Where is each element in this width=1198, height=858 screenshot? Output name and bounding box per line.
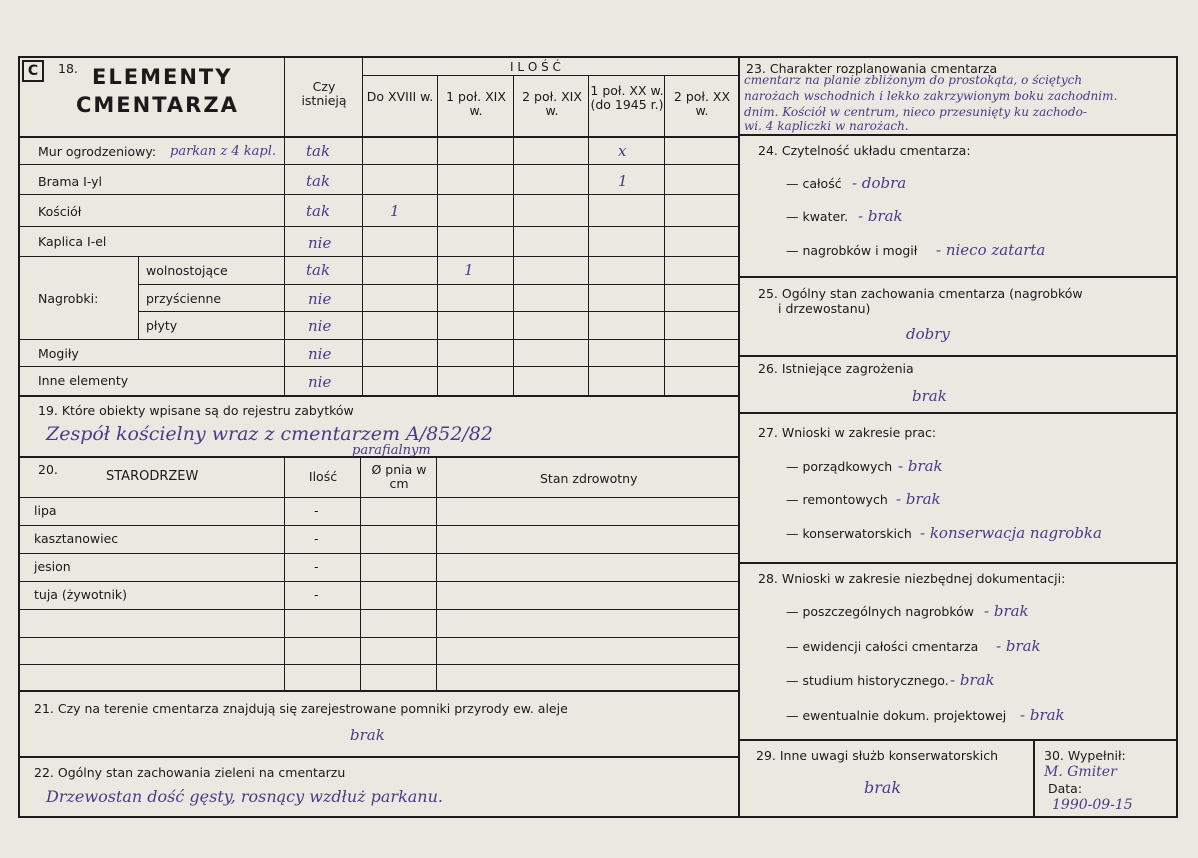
col-diameter-header: Ø pnia w cm xyxy=(371,462,427,491)
section23-line-3: dnim. Kościół w centrum, nieco przesunięty ku zachodo- xyxy=(744,105,1087,119)
row-label-wall: Mur ogrodzeniowy: xyxy=(38,144,157,159)
row-extra-wall: parkan z 4 kapl. xyxy=(170,144,277,159)
section25-label-1: 25. Ogólny stan zachowania cmentarza (nagrobków xyxy=(758,286,1083,301)
section18-title-2: CMENTARZA xyxy=(76,93,239,117)
readability-total-value: - dobra xyxy=(852,174,907,192)
row-mark-gate: 1 xyxy=(618,172,628,190)
readability-graves-value: - nieco zatarta xyxy=(936,241,1046,259)
row-label-standalone: wolnostojące xyxy=(146,263,228,278)
row-exists-gate: tak xyxy=(306,172,331,190)
works-repair-label: — remontowych xyxy=(786,492,888,507)
row-label-graves: Mogiły xyxy=(38,346,79,361)
works-cleanup-value: - brak xyxy=(898,457,943,475)
col-qty-header: Ilość xyxy=(308,469,338,484)
section19-label: 19. Które obiekty wpisane są do rejestru zabytków xyxy=(38,403,354,418)
row-mark-church: 1 xyxy=(390,202,400,220)
ilosc-header: I L O Ś Ć xyxy=(510,60,561,74)
col-health-header: Stan zdrowotny xyxy=(540,471,638,486)
tree-name-4: tuja (żywotnik) xyxy=(34,587,128,602)
nagrobki-label: Nagrobki: xyxy=(38,291,99,306)
section26-label: 26. Istniejące zagrożenia xyxy=(758,361,914,376)
section22-label: 22. Ogólny stan zachowania zieleni na cmentarzu xyxy=(34,765,346,780)
row-mark-standalone: 1 xyxy=(464,261,474,279)
section30-label: 30. Wypełnił: xyxy=(1044,748,1126,763)
works-conservation-label: — konserwatorskich xyxy=(786,526,912,541)
section23-label: 23. Charakter rozplanowania cmentarza xyxy=(746,61,998,76)
section23-line-1: cmentarz na planie zbliżonym do prostokąta, o ściętych xyxy=(744,73,1083,87)
tree-qty-2: - xyxy=(314,531,319,546)
section29-label: 29. Inne uwagi służb konserwatorskich xyxy=(756,748,998,763)
section22-value: Drzewostan dość gęsty, rosnący wzdłuż parkanu. xyxy=(46,787,443,806)
date-value: 1990-09-15 xyxy=(1052,797,1133,813)
section23-line-2: narożach wschodnich i lekko zakrzywionym boku zachodnim. xyxy=(744,89,1118,103)
section20-number: 20. xyxy=(38,462,58,477)
tree-name-2: kasztanowiec xyxy=(34,531,119,546)
doc-history-value: - brak xyxy=(950,671,995,689)
section21-value: brak xyxy=(350,726,385,744)
section19-value: Zespół kościelny wraz z cmentarzem A/852/82 xyxy=(46,423,493,445)
col-header-4: 1 poł. XX w. (do 1945 r.) xyxy=(590,83,664,112)
section25-value: dobry xyxy=(906,325,950,343)
row-exists-wallmounted: nie xyxy=(308,290,332,308)
works-repair-value: - brak xyxy=(896,490,941,508)
tree-name-1: lipa xyxy=(34,503,57,518)
doc-graves-label: — poszczególnych nagrobków xyxy=(786,604,975,619)
tree-name-3: jesion xyxy=(34,559,71,574)
section19-value-2: parafialnym xyxy=(352,443,431,458)
row-label-gate: Brama I-yl xyxy=(38,174,103,189)
row-exists-wall: tak xyxy=(306,142,331,160)
section27-label: 27. Wnioski w zakresie prac: xyxy=(758,425,937,440)
readability-quarters-value: - brak xyxy=(858,207,903,225)
works-cleanup-label: — porządkowych xyxy=(786,459,893,474)
section26-value: brak xyxy=(912,387,947,405)
col-header-1: Do XVIII w. xyxy=(366,89,434,104)
doc-project-value: - brak xyxy=(1020,706,1065,724)
section28-label: 28. Wnioski w zakresie niezbędnej dokumentacji: xyxy=(758,571,1066,586)
row-exists-slabs: nie xyxy=(308,317,332,335)
date-label: Data: xyxy=(1048,781,1083,796)
row-exists-standalone: tak xyxy=(306,261,331,279)
card-letter: C xyxy=(22,60,44,82)
section21-label: 21. Czy na terenie cmentarza znajdują się zarejestrowane pomniki przyrody ew. aleje xyxy=(34,701,568,716)
readability-total-label: — całość xyxy=(786,176,842,191)
tree-qty-4: - xyxy=(314,587,319,602)
doc-project-label: — ewentualnie dokum. projektowej xyxy=(786,708,1007,723)
doc-history-label: — studium historycznego. xyxy=(786,673,949,688)
filled-by-name: M. Gmiter xyxy=(1044,764,1117,780)
section18-title-1: ELEMENTY xyxy=(92,65,233,89)
row-mark-wall: x xyxy=(618,142,627,160)
row-exists-graves: nie xyxy=(308,345,332,363)
row-exists-chapel: nie xyxy=(308,234,332,252)
row-label-church: Kościół xyxy=(38,204,82,219)
section25-label-2: i drzewostanu) xyxy=(778,301,871,316)
section24-label: 24. Czytelność układu cmentarza: xyxy=(758,143,971,158)
section29-value: brak xyxy=(864,778,902,797)
readability-graves-label: — nagrobków i mogił xyxy=(786,243,918,258)
row-label-slabs: płyty xyxy=(146,318,178,333)
row-label-other: Inne elementy xyxy=(38,373,129,388)
section20-title: STARODRZEW xyxy=(106,469,199,484)
row-exists-other: nie xyxy=(308,373,332,391)
col-header-2: 1 poł. XIX w. xyxy=(446,89,506,118)
row-exists-church: tak xyxy=(306,202,331,220)
row-label-wallmounted: przyścienne xyxy=(146,291,222,306)
doc-graves-value: - brak xyxy=(984,602,1029,620)
col-header-3: 2 poł. XIX w. xyxy=(522,89,582,118)
col-exists-header: Czy istnieją xyxy=(301,79,347,108)
row-label-chapel: Kaplica I-el xyxy=(38,234,107,249)
works-conservation-value: - konserwacja nagrobka xyxy=(920,524,1102,542)
readability-quarters-label: — kwater. xyxy=(786,209,849,224)
col-header-5: 2 poł. XX w. xyxy=(673,89,731,118)
doc-records-label: — ewidencji całości cmentarza xyxy=(786,639,979,654)
section23-line-4: wi. 4 kapliczki w narożach. xyxy=(744,119,909,133)
doc-records-value: - brak xyxy=(996,637,1041,655)
section18-number: 18. xyxy=(58,61,78,76)
tree-qty-3: - xyxy=(314,559,319,574)
tree-qty-1: - xyxy=(314,503,319,518)
